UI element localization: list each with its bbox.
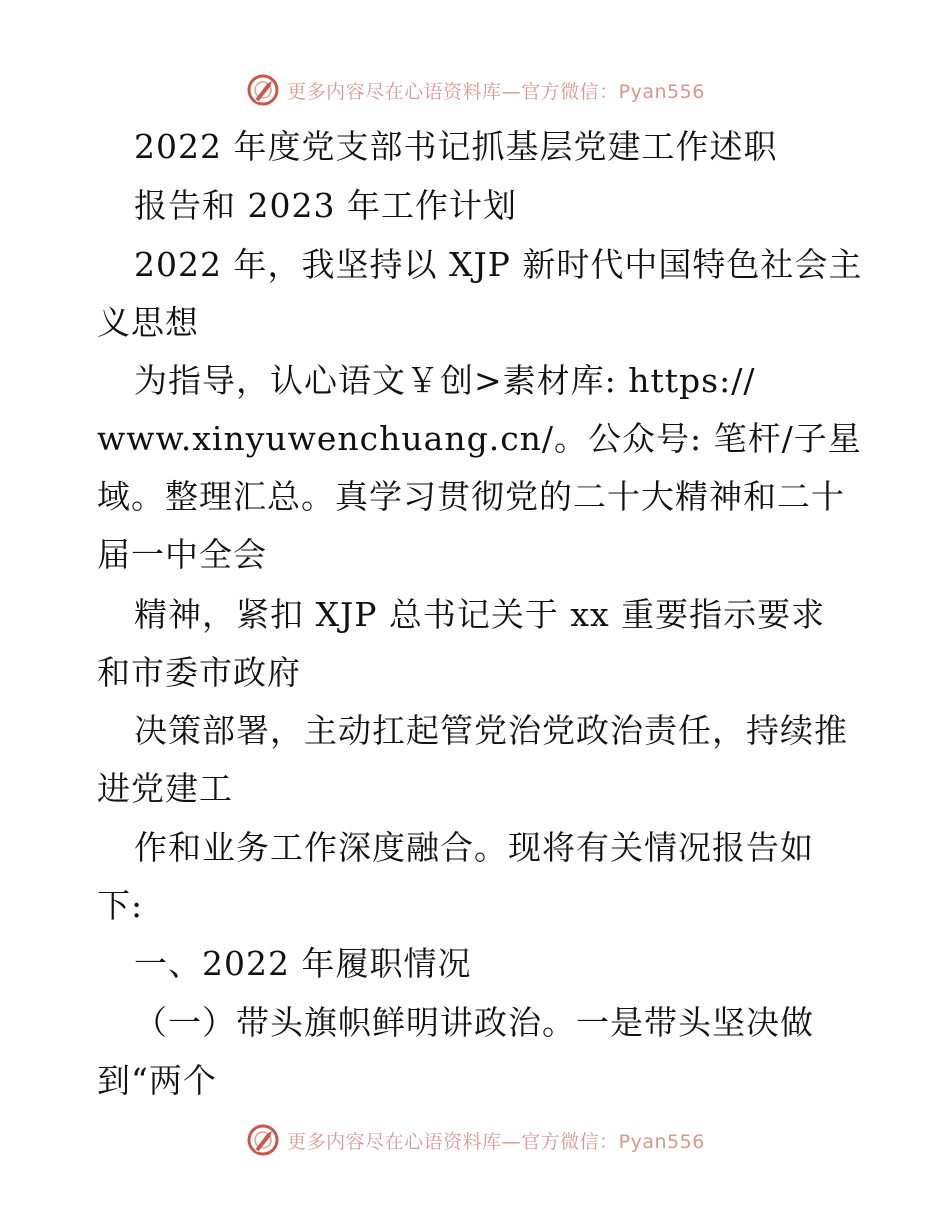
header-banner [0,70,950,110]
paragraph-line: 到“两个 [97,1061,217,1100]
pen-nib-circle-logo-icon [245,72,281,108]
title-line-2: 报告和 2023 年工作计划 [134,186,517,225]
paragraph-line: 精神，紧扣 XJP 总书记关于 xx 重要指示要求 [134,595,826,634]
paragraph-line: 2022 年，我坚持以 XJP 新时代中国特色社会主 [134,245,863,284]
paragraph-line: 为指导，认心语文￥创>素材库: https:// [134,361,756,400]
paragraph-line: 和市委市政府 [97,653,301,692]
paragraph-line: 进党建工 [97,769,233,808]
paragraph-line: www.xinyuwenchuang.cn/。公众号: 笔杆/子星 [97,419,862,458]
footer-banner [0,1120,950,1160]
paragraph-line: 义思想 [97,303,199,342]
paragraph-line: 下: [97,886,144,925]
paragraph-line: 决策部署，主动扛起管党治党政治责任，持续推 [134,711,848,750]
title-line-1: 2022 年度党支部书记抓基层党建工作述职 [134,127,778,166]
section-heading: 一、2022 年履职情况 [134,944,472,983]
pen-nib-circle-logo-icon [245,1122,281,1158]
paragraph-line: 作和业务工作深度融合。现将有关情况报告如 [134,828,814,867]
banner-text: 更多内容尽在心语资料库—官方微信：Pyan556 [287,80,705,103]
paragraph-line: （一）带头旗帜鲜明讲政治。一是带头坚决做 [134,1003,814,1042]
paragraph-line: 届一中全会 [97,535,267,574]
banner-text: 更多内容尽在心语资料库—官方微信：Pyan556 [287,1130,705,1153]
paragraph-line: 域。整理汇总。真学习贯彻党的二十大精神和二十 [97,477,845,516]
